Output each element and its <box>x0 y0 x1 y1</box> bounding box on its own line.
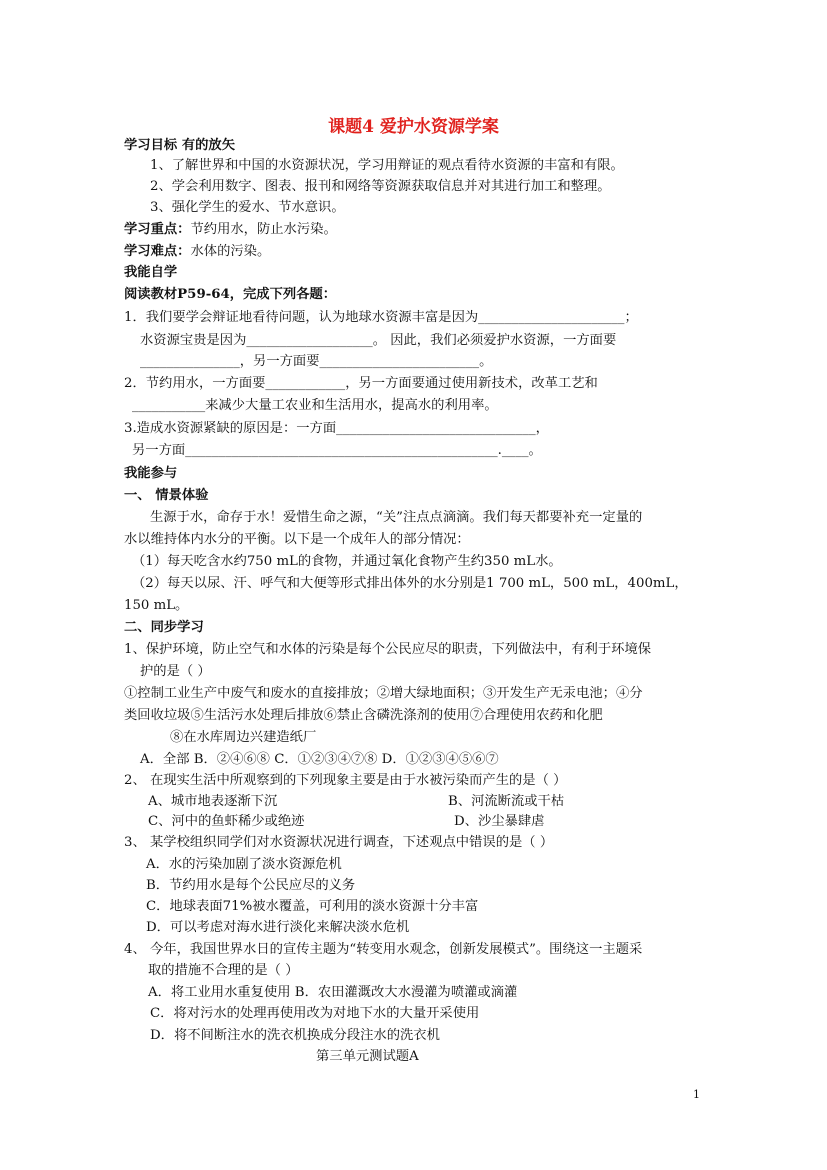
line-text: A．全部 B．②④⑥⑧ C．①②③④⑦⑧ D．①②③④⑤⑥⑦ <box>140 752 499 767</box>
line-text: C．地球表面71%被水覆盖，可利用的淡水资源十分丰富 <box>146 899 479 914</box>
line-text: 生源于水，命存于水！爱惜生命之源，“关”注点点滴滴。我们每天都要补充一定量的 <box>150 510 643 525</box>
line-text: C、河中的鱼虾稀少或绝迹 <box>148 814 305 829</box>
line-text: 2、学会利用数字、图表、报刊和网络等资源获取信息并对其进行加工和整理。 <box>150 179 611 194</box>
text-line <box>132 552 562 572</box>
line-text: 2、 在现实生活中所观察到的下列现象主要是由于水被污染而产生的是（ ） <box>124 773 567 788</box>
text-line <box>124 618 204 638</box>
text-line <box>146 855 342 875</box>
line-text: （1）每天吃含水约750 mL的食物，并通过氧化食物产生约350 mL水。 <box>132 554 562 569</box>
line-text: 取的措施不合理的是（ ） <box>148 963 299 978</box>
page-number: 1 <box>693 1088 700 1101</box>
text-line <box>146 876 355 896</box>
text-line <box>132 441 542 461</box>
line-text: 水以维持体内水分的平衡。以下是一个成年人的部分情况： <box>124 532 470 547</box>
line-text: 水资源宝贵是因为___________________。 因此，我们必须爱护水资源，一方面要 <box>140 333 617 348</box>
text-line <box>146 918 409 938</box>
page-title: 课题4 爱护水资源学案 <box>328 117 499 137</box>
line-text: 类回收垃圾⑤生活污水处理后排放⑥禁止含磷洗涤剂的使用⑦合理使用农药和化肥 <box>124 708 603 723</box>
line-text: 第三单元测试题A <box>316 1049 419 1064</box>
text-line <box>150 508 642 528</box>
line-text: ⑧在水库周边兴建造纸厂 <box>170 730 317 745</box>
line-text: 1．我们要学会辩证地看待问题，认为地球水资源丰富是因为______________________； <box>124 310 638 325</box>
text-line <box>454 812 544 832</box>
text-line <box>150 1004 479 1024</box>
line-text: 150 mL。 <box>124 598 189 613</box>
text-line <box>124 285 336 305</box>
text-line <box>148 983 517 1003</box>
bold-label: 阅读教材P59-64，完成下列各题： <box>124 287 337 302</box>
line-text: ①控制工业生产中废气和废水的直接排放；②增大绿地面积；③开发生产无汞电池；④分 <box>124 686 643 701</box>
text-line <box>146 897 478 917</box>
text-line <box>132 574 688 594</box>
bold-label: 学习重点： <box>124 222 191 237</box>
text-line <box>124 464 177 484</box>
text-line <box>124 530 470 550</box>
line-text: 3.造成水资源紧缺的原因是：一方面______________________________， <box>124 421 549 436</box>
text-line <box>148 961 299 981</box>
bold-label: 我能参与 <box>124 466 178 481</box>
text-line <box>132 396 498 416</box>
line-text: 另一方面_______________________________________________.____。 <box>132 443 542 458</box>
text-line <box>124 640 651 660</box>
text-line <box>124 136 235 156</box>
text-line <box>124 706 603 726</box>
bold-label: 我能自学 <box>124 265 178 280</box>
line-text: 4、 今年，我国世界水日的宣传主题为“转变用水观念，创新发展模式”。围绕这一主题采 <box>124 942 643 957</box>
line-text: D．将不间断注水的洗衣机换成分段注水的洗衣机 <box>150 1028 440 1043</box>
line-text: （2）每天以尿、汗、呼气和大便等形式排出体外的水分别是1 700 mL，500 mL，400mL， <box>132 576 688 591</box>
text-line <box>124 242 270 262</box>
line-text: D．可以考虑对海水进行淡化来解决淡水危机 <box>146 920 410 935</box>
line-text: 2．节约用水，一方面要____________，另一方面要通过使用新技术，改革工艺和 <box>124 376 598 391</box>
text-line <box>140 662 211 682</box>
line-text: A．将工业用水重复使用 B．农田灌溉改大水漫灌为喷灌或滴灌 <box>148 985 518 1000</box>
line-text: A、城市地表逐渐下沉 <box>148 794 278 809</box>
line-text: 1、了解世界和中国的水资源状况，学习用辩证的观点看待水资源的丰富和有限。 <box>150 158 624 173</box>
text-line <box>150 1026 440 1046</box>
line-text: ___________来减少大量工农业和生活用水，提高水的利用率。 <box>132 398 498 413</box>
text-line <box>124 419 549 439</box>
text-line <box>124 596 188 616</box>
text-line <box>448 792 564 812</box>
text-line <box>124 684 643 704</box>
text-line <box>150 198 345 218</box>
line-text: _______________，另一方面要________________________。 <box>140 354 493 369</box>
text-line <box>124 263 177 283</box>
text-line <box>124 486 208 506</box>
line-text: 1、保护环境，防止空气和水体的污染是每个公民应尽的职责，下列做法中，有利于环境保 <box>124 642 652 657</box>
text-line <box>124 940 642 960</box>
text-line <box>140 750 499 770</box>
text-line <box>124 220 337 240</box>
line-text: 3、强化学生的爱水、节水意识。 <box>150 200 345 215</box>
bold-label: 一、 情景体验 <box>124 488 209 503</box>
text-line <box>140 352 492 372</box>
text-line <box>140 331 616 351</box>
text-line <box>316 1047 419 1067</box>
text-line <box>124 833 553 853</box>
text-line <box>124 771 566 791</box>
line-text: C．将对污水的处理再使用改为对地下水的大量开采使用 <box>150 1006 480 1021</box>
line-text: 护的是（ ） <box>140 664 211 679</box>
text-line <box>148 792 277 812</box>
text-line <box>170 728 316 748</box>
line-text: B．节约用水是每个公民应尽的义务 <box>146 878 356 893</box>
line-tail-text: 节约用水，防止水污染。 <box>190 222 337 237</box>
line-text: B、河流断流或干枯 <box>448 794 565 809</box>
text-line <box>124 308 638 328</box>
bold-label: 学习目标 有的放矢 <box>124 138 236 153</box>
bold-label: 二、同步学习 <box>124 620 204 635</box>
text-line <box>148 812 304 832</box>
text-line <box>150 177 611 197</box>
line-text: 3、 某学校组织同学们对水资源状况进行调查，下述观点中错误的是（ ） <box>124 835 554 850</box>
line-tail-text: 水体的污染。 <box>190 244 271 259</box>
text-line <box>150 156 624 176</box>
line-text: D、沙尘暴肆虐 <box>454 814 545 829</box>
text-line <box>124 374 598 394</box>
line-text: A．水的污染加剧了淡水资源危机 <box>146 857 342 872</box>
bold-label: 学习难点： <box>124 244 191 259</box>
